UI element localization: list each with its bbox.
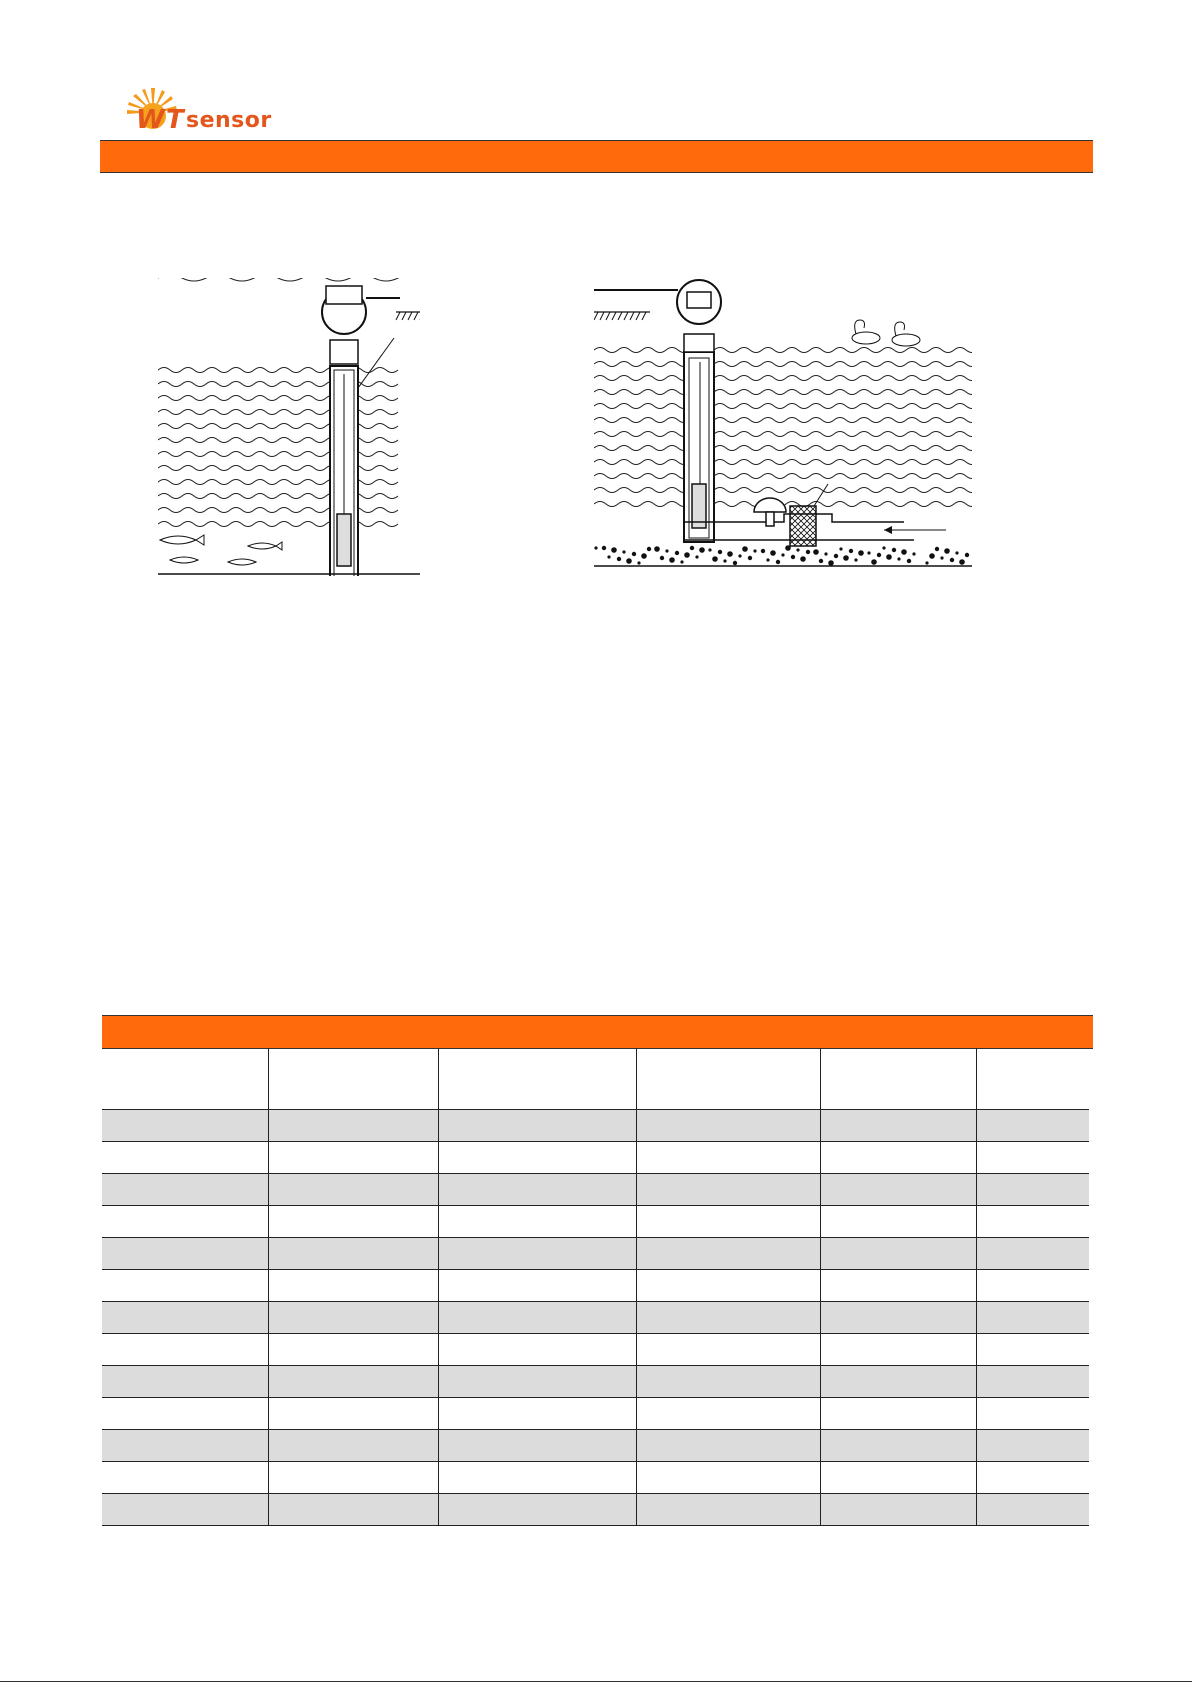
table-row [102,1430,1089,1462]
figure-well-installation [158,278,420,576]
spec-table [102,1048,1089,1526]
table-cell [976,1334,1089,1366]
table-row [102,1366,1089,1398]
table-cell [102,1302,268,1334]
table-cell [102,1270,268,1302]
table-cell [820,1430,976,1462]
table-cell [268,1206,438,1238]
table-cell [976,1430,1089,1462]
table-cell [268,1142,438,1174]
table-row [102,1142,1089,1174]
table-cell [976,1494,1089,1526]
header-cell [636,1048,820,1110]
table-header-bar [102,1015,1093,1049]
table-cell [636,1110,820,1142]
table-row [102,1206,1089,1238]
table-cell [636,1334,820,1366]
table-cell [976,1174,1089,1206]
logo-text: sensor [186,108,272,133]
table-cell [976,1238,1089,1270]
table-cell [438,1462,636,1494]
table-cell [976,1206,1089,1238]
table-cell [268,1334,438,1366]
table-cell [268,1398,438,1430]
table-row [102,1462,1089,1494]
table-cell [636,1270,820,1302]
table-cell [636,1142,820,1174]
table-cell [102,1430,268,1462]
table-cell [820,1398,976,1430]
table-cell [976,1398,1089,1430]
table-cell [820,1494,976,1526]
table-cell [102,1174,268,1206]
table-cell [820,1206,976,1238]
table-cell [636,1174,820,1206]
table-cell [102,1142,268,1174]
figure-reservoir-installation [594,278,972,568]
header-cell [268,1048,438,1110]
table-row [102,1238,1089,1270]
table-row [102,1398,1089,1430]
table-cell [820,1334,976,1366]
table-cell [438,1398,636,1430]
table-cell [636,1302,820,1334]
table-cell [438,1366,636,1398]
table-cell [820,1462,976,1494]
table-cell [102,1366,268,1398]
table-cell [268,1302,438,1334]
table-cell [268,1462,438,1494]
table-cell [102,1462,268,1494]
brand-logo [118,86,278,138]
table-cell [976,1302,1089,1334]
table-cell [438,1334,636,1366]
table-cell [820,1270,976,1302]
header-cell [438,1048,636,1110]
table-row [102,1270,1089,1302]
table-cell [820,1238,976,1270]
header-cell [102,1048,268,1110]
table-cell [976,1270,1089,1302]
table-cell [636,1366,820,1398]
table-row [102,1110,1089,1142]
table-cell [438,1238,636,1270]
table-cell [636,1398,820,1430]
water-waves [158,278,420,281]
table-row [102,1494,1089,1526]
table-cell [820,1302,976,1334]
table-row [102,1334,1089,1366]
table-cell [438,1430,636,1462]
table-cell [102,1110,268,1142]
table-cell [636,1238,820,1270]
table-cell [268,1174,438,1206]
table-cell [636,1462,820,1494]
table-cell [820,1142,976,1174]
header-cell [820,1048,976,1110]
header-bar [100,140,1093,173]
table-cell [438,1206,636,1238]
table-cell [102,1334,268,1366]
table-row [102,1174,1089,1206]
table-cell [268,1494,438,1526]
table-cell [438,1142,636,1174]
table-cell [438,1494,636,1526]
table-cell [976,1366,1089,1398]
table-cell [438,1174,636,1206]
table-cell [102,1238,268,1270]
table-cell [268,1238,438,1270]
table-cell [820,1366,976,1398]
table-cell [268,1366,438,1398]
table-cell [438,1302,636,1334]
table-row [102,1302,1089,1334]
table-cell [976,1462,1089,1494]
header-cell [976,1048,1089,1110]
table-cell [102,1398,268,1430]
table-cell [268,1430,438,1462]
table-cell [976,1142,1089,1174]
table-cell [438,1110,636,1142]
table-cell [102,1206,268,1238]
table-cell [820,1110,976,1142]
table-cell [636,1206,820,1238]
table-cell [268,1270,438,1302]
table-cell [268,1110,438,1142]
table-cell [636,1494,820,1526]
table-cell [636,1430,820,1462]
svg-text:T: T [166,105,184,135]
sun-logo-icon [118,86,188,138]
table-cell [438,1270,636,1302]
footer-rule [0,1681,1192,1682]
table-header-row [102,1048,1089,1110]
table-cell [820,1174,976,1206]
table-cell [976,1110,1089,1142]
svg-text:W: W [136,105,165,135]
table-cell [102,1494,268,1526]
